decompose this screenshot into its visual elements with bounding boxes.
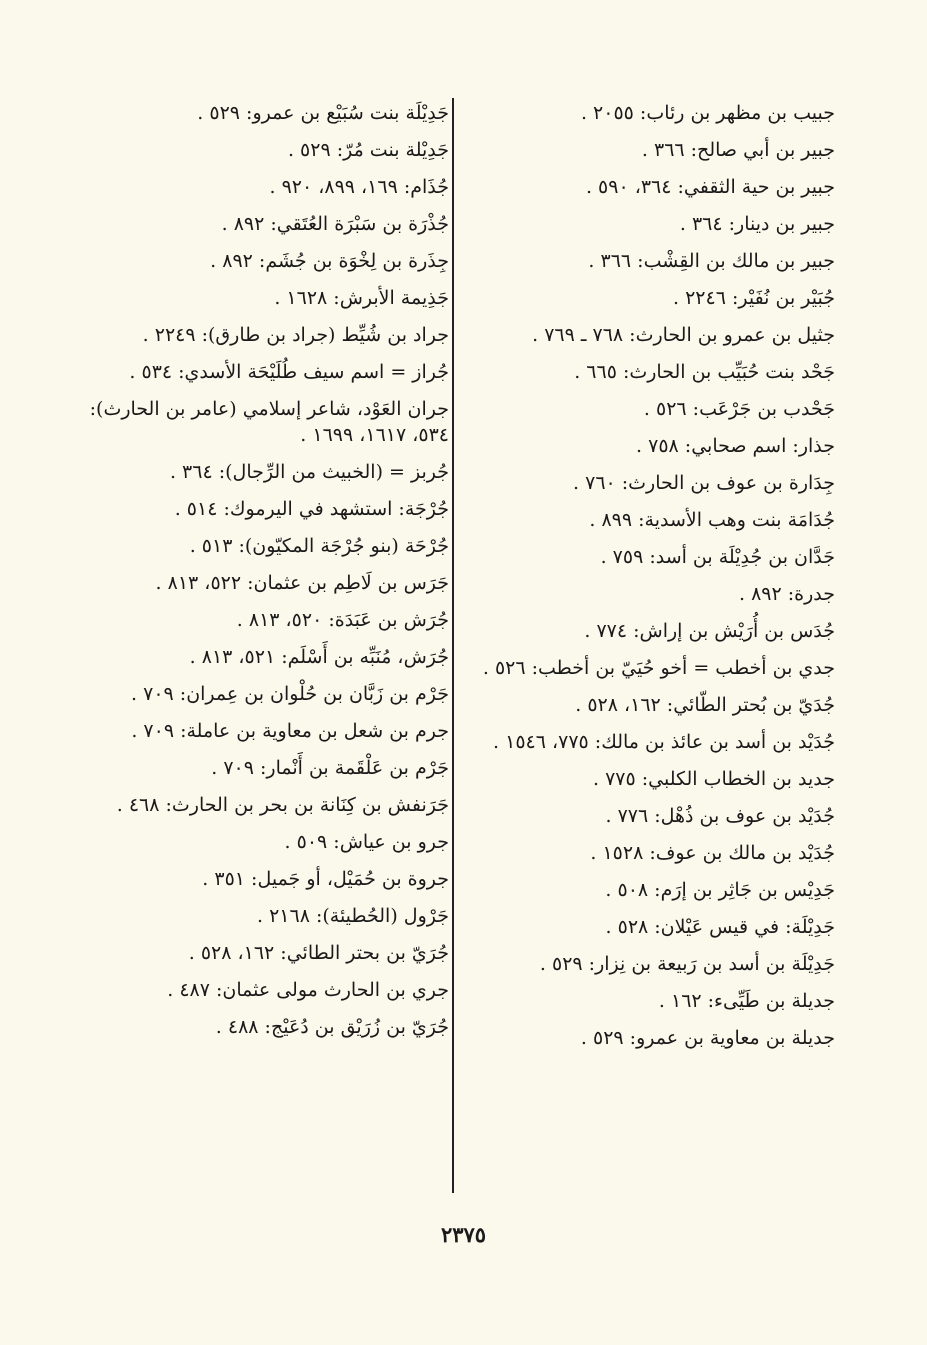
entry: جَحْد بنت حُبَيِّب بن الحارث: ٦٦٥ . bbox=[574, 361, 835, 383]
entry: جذار: اسم صحابي: ٧٥٨ . bbox=[636, 435, 835, 457]
entry: جروة بن حُمَيْل، أو جَميل: ٣٥١ . bbox=[202, 868, 449, 890]
entry: جُرْجَة: استشهد في اليرموك: ٥١٤ . bbox=[174, 498, 449, 520]
right-column bbox=[465, 100, 835, 1062]
entry: جُذَام: ١٦٩، ٨٩٩، ٩٢٠ . bbox=[269, 176, 449, 198]
entry: جُبَيْر بن نُفَيْر: ٢٢٤٦ . bbox=[672, 287, 835, 309]
entry: جِذَرة بن لِخْوَة بن جُشَم: ٨٩٢ . bbox=[210, 250, 449, 272]
entry: جَذِيمة الأبرش: ١٦٢٨ . bbox=[274, 287, 449, 309]
entry: جُدَيْد بن عوف بن ذُهْل: ٧٧٦ . bbox=[605, 805, 835, 827]
entry: جدرة: ٨٩٢ . bbox=[738, 583, 835, 605]
entry: جُدَيْد بن مالك بن عوف: ١٥٢٨ . bbox=[590, 842, 835, 864]
entry: جبير بن أبي صالح: ٣٦٦ . bbox=[641, 139, 835, 161]
entry: جثيل بن عمرو بن الحارث: ٧٦٨ ـ ٧٦٩ . bbox=[532, 324, 835, 346]
entry: جَدِيْلَة: في قيس عَيْلان: ٥٢٨ . bbox=[605, 916, 835, 938]
entry: جَرَس بن لَاطِم بن عثمان: ٥٢٢، ٨١٣ . bbox=[155, 572, 449, 594]
entry: جُدَس بن أُرَيْش بن إراش: ٧٧٤ . bbox=[584, 620, 835, 642]
entry: جبيب بن مظهر بن رئاب: ٢٠٥٥ . bbox=[580, 102, 835, 124]
entry: جَرَنفش بن كِنَانة بن بحر بن الحارث: ٤٦٨ . bbox=[116, 794, 449, 816]
entry: جُذْرَة بن سَبْرَة العُتَقي: ٨٩٢ . bbox=[221, 213, 449, 235]
entry: جَرْم بن عَلْقَمة بن أَنْمار: ٧٠٩ . bbox=[211, 757, 449, 779]
entry: جَدِيْلة بنت مُرّ: ٥٢٩ . bbox=[287, 139, 449, 161]
entry: جِدَارة بن عوف بن الحارث: ٧٦٠ . bbox=[573, 472, 835, 494]
entry: جُراز = اسم سيف طُلَيْحَة الأسدي: ٥٣٤ . bbox=[129, 361, 449, 383]
entry: جبير بن حية الثقفي: ٣٦٤، ٥٩٠ . bbox=[585, 176, 835, 198]
entry: جُرْحَة (بنو جُرْجَة المكيّون): ٥١٣ . bbox=[189, 535, 449, 557]
entry: جُرَيّ بن زُرَيْق بن دُعَيْج: ٤٨٨ . bbox=[215, 1016, 449, 1038]
entry: جُرَيّ بن بحتر الطائي: ١٦٢، ٥٢٨ . bbox=[188, 942, 449, 964]
entry: جَدِيْس بن جَاثِر بن إرَم: ٥٠٨ . bbox=[605, 879, 835, 901]
entry: جُدَامَة بنت وهب الأسدية: ٨٩٩ . bbox=[589, 509, 835, 531]
entry: جَرْم بن زَبَّان بن حُلْوان بن عِمران: ٧٠٩ . bbox=[131, 683, 449, 705]
entry: جَدِيْلَة بنت سُبَيْع بن عمرو: ٥٢٩ . bbox=[197, 102, 449, 124]
entry: جرم بن شعل بن معاوية بن عاملة: ٧٠٩ . bbox=[131, 720, 449, 742]
entry: جُدَيْد بن أسد بن عائذ بن مالك: ٧٧٥، ١٥٤٦ . bbox=[493, 731, 835, 753]
entry: جبير بن دينار: ٣٦٤ . bbox=[679, 213, 835, 235]
entry: جراد بن شُيِّط (جراد بن طارق): ٢٢٤٩ . bbox=[142, 324, 449, 346]
entry: جَدِيْلَة بن أسد بن رَبيعة بن نِزار: ٥٢٩ . bbox=[539, 953, 835, 975]
entry: جَحْدب بن جَرْعَب: ٥٢٦ . bbox=[643, 398, 835, 420]
entry: جرو بن عياش: ٥٠٩ . bbox=[284, 831, 449, 853]
entry: جُرَش بن عَبَدَة: ٥٢٠، ٨١٣ . bbox=[236, 609, 449, 631]
entry: جدي بن أخطب = أخو حُيَيّ بن أخطب: ٥٢٦ . bbox=[482, 657, 835, 679]
entry: جديد بن الخطاب الكلبي: ٧٧٥ . bbox=[592, 768, 835, 790]
page-number: ٢٣٧٥ bbox=[440, 1222, 487, 1247]
entry: جُربز = (الخبيث من الرِّجال): ٣٦٤ . bbox=[169, 461, 449, 483]
entry: جُرَش، مُنَبِّه بن أَسْلَم: ٥٢١، ٨١٣ . bbox=[189, 646, 449, 668]
entry: جَدَّان بن جُدِيْلَة بن أسد: ٧٥٩ . bbox=[600, 546, 835, 568]
entry: جران العَوْد، شاعر إسلامي (عامر بن الحارث): ٥٣٤، ١٦١٧، ١٦٩٩ . bbox=[89, 398, 449, 446]
column-divider bbox=[452, 98, 454, 1193]
left-column bbox=[79, 100, 449, 1051]
entry: جَرْول (الحُطيئة): ٢١٦٨ . bbox=[256, 905, 449, 927]
entry: جديلة بن طَيِّىء: ١٦٢ . bbox=[658, 990, 835, 1012]
entry: جُدَيّ بن بُحتر الطّائي: ١٦٢، ٥٢٨ . bbox=[575, 694, 835, 716]
entry: جري بن الحارث مولى عثمان: ٤٨٧ . bbox=[167, 979, 449, 1001]
entry: جديلة بن معاوية بن عمرو: ٥٢٩ . bbox=[580, 1027, 835, 1049]
entry: جبير بن مالك بن القِشْب: ٣٦٦ . bbox=[588, 250, 835, 272]
